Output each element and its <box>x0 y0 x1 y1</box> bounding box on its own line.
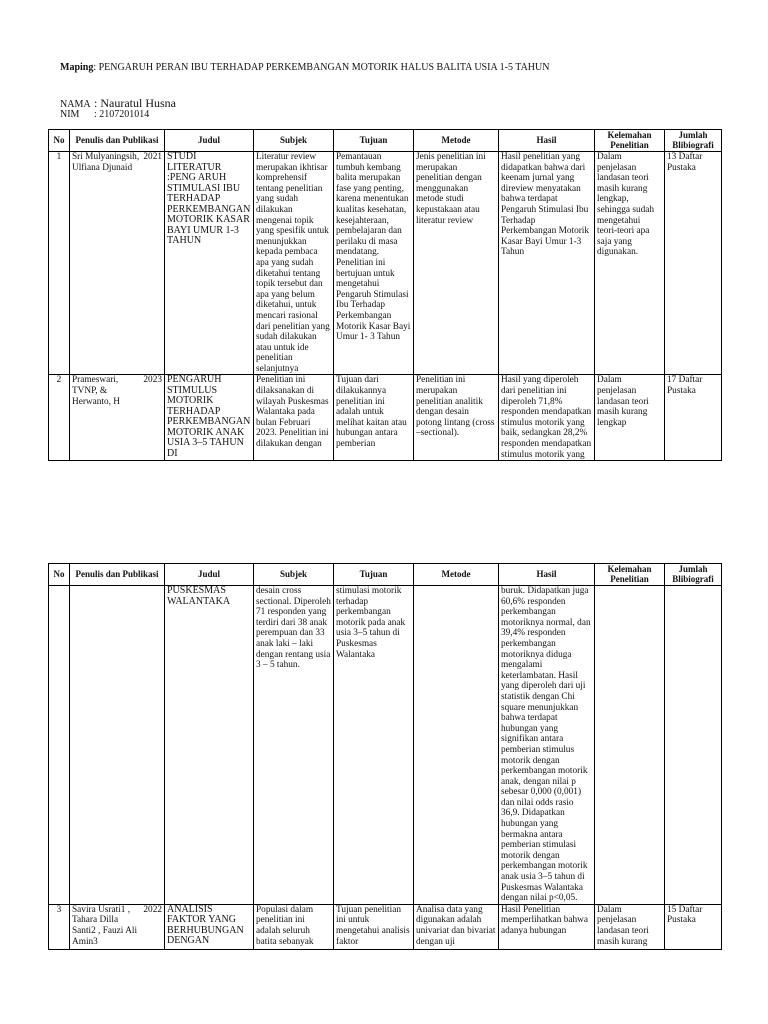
penulis-year: 2021 <box>143 152 162 162</box>
cell-subjek: desain cross sectional. Diperoleh 71 responden yang terdiri dari 38 anak perempuan dan 33 anak laki – laki dengan rentang usia 3 – 5 tahun. <box>254 586 334 905</box>
header-hasil: Hasil <box>499 564 595 586</box>
cell-no: 3 <box>49 904 70 949</box>
header-judul: Judul <box>165 130 254 152</box>
cell-judul: PENGARUH STIMULUS MOTORIK TERHADAP PERKEMBANGAN MOTORIK ANAK USIA 3–5 TAHUN DI <box>165 375 254 461</box>
cell-judul: ANALISIS FAKTOR YANG BERHUBUNGAN DENGAN <box>165 904 254 949</box>
cell-jumlah <box>665 586 722 905</box>
header-tujuan: Tujuan <box>334 130 414 152</box>
cell-hasil: Hasil yang diperoleh dari penelitian ini diperoleh 71,8% responden mendapatkan stimulus motorik yang baik, sedangkan 28,2% responden mendapatkan stimulus motorik yang <box>499 375 595 461</box>
cell-metode: Analisa data yang digunakan adalah univariat dan bivariat dengan uji <box>414 904 499 949</box>
header-subjek: Subjek <box>254 130 334 152</box>
header-judul: Judul <box>165 564 254 586</box>
cell-kelemahan: Dalam penjelasan landasan teori masih kurang lengkap <box>595 375 665 461</box>
header-hasil: Hasil <box>499 130 595 152</box>
cell-hasil: Hasil penelitian yang didapatkan bahwa dari keenam jurnal yang direview menyatakan bahwa terdapat Pengaruh Stimulasi Ibu Terhadap Perkembangan Motorik Kasar Bayi Umur 1-3 Tahun <box>499 152 595 375</box>
header-kelemahan: Kelemahan Penelitian <box>595 564 665 586</box>
document-title <box>60 62 549 73</box>
cell-penulis <box>70 375 165 461</box>
cell-subjek: Literatur review merupakan ikhtisar komprehensif tentang penelitian yang sudah dilakukan mengenai topik yang spesifik untuk menunjukkan kepada pembaca apa yang sudah diketahui tentang topik tersebut dan apa yang belum diketahui, untuk mencari rasional dari penelitian yang sudah dilakukan atau untuk ide penelitian selanjutnya <box>254 152 334 375</box>
cell-jumlah: 15 Daftar Pustaka <box>665 904 722 949</box>
header-penulis: Penulis dan Publikasi <box>70 130 165 152</box>
cell-metode: Penelitian ini merupakan penelitian analitik dengan desain potong lintang (cross –sectional). <box>414 375 499 461</box>
table-row <box>49 904 722 949</box>
table-row <box>49 375 722 461</box>
header-kelemahan: Kelemahan Penelitian <box>595 130 665 152</box>
nim-label: NIM <box>60 109 80 120</box>
cell-no <box>49 586 70 905</box>
cell-tujuan: Tujuan dari dilakukannya penelitian ini adalah untuk melihat kaitan atau hubungan antara pemberian <box>334 375 414 461</box>
nim-value: : 2107201014 <box>94 109 150 120</box>
mapping-title: : PENGARUH PERAN IBU TERHADAP PERKEMBANGAN MOTORIK HALUS BALITA USIA 1-5 TAHUN <box>93 62 550 73</box>
cell-metode <box>414 586 499 905</box>
cell-subjek: Populasi dalam penelitian ini adalah seluruh batita sebanyak <box>254 904 334 949</box>
cell-penulis <box>70 904 165 949</box>
table-row <box>49 586 722 905</box>
header-jumlah: Jumlah Blibiografi <box>665 130 722 152</box>
cell-jumlah: 17 Daftar Pustaka <box>665 375 722 461</box>
mapping-table-continued <box>48 563 722 950</box>
table-header-row <box>49 564 722 586</box>
nama-value: : Nauratul Husna <box>94 96 176 110</box>
cell-penulis <box>70 152 165 375</box>
cell-tujuan: stimulasi motorik terhadap perkembangan motorik pada anak usia 3–5 tahun di Puskesmas Walantaka <box>334 586 414 905</box>
penulis-names: Savira Usrati1 , Tahara Dilla Santi2 , Fauzi Ali Amin3 <box>72 904 138 947</box>
cell-penulis <box>70 586 165 905</box>
nama-label: NAMA <box>60 99 91 110</box>
table-header-row <box>49 130 722 152</box>
header-no: No <box>49 130 70 152</box>
cell-kelemahan <box>595 586 665 905</box>
cell-kelemahan: Dalam penjelasan landasan teori masih kurang lengkap, sehingga sudah mengetahui teori-teori apa saja yang digunakan. <box>595 152 665 375</box>
cell-no: 1 <box>49 152 70 375</box>
header-jumlah: Jumlah Blibiografi <box>665 564 722 586</box>
maping-label: Maping <box>60 62 94 73</box>
penulis-year: 2023 <box>143 375 162 386</box>
cell-jumlah: 13 Daftar Pustaka <box>665 152 722 375</box>
mapping-table <box>48 129 722 461</box>
header-tujuan: Tujuan <box>334 564 414 586</box>
penulis-names: Prameswari, TVNP, & Herwanto, H <box>72 375 121 407</box>
cell-hasil: Hasil Penelitian memperlihatkan bahwa adanya hubungan <box>499 904 595 949</box>
cell-metode: Jenis penelitian ini merupakan penelitian dengan menggunakan metode studi kepustakaan atau literatur review <box>414 152 499 375</box>
header-metode: Metode <box>414 564 499 586</box>
cell-tujuan: Pemantauan tumbuh kembang balita merupakan fase yang penting, karena menentukan kualitas kesehatan, kesejahteraan, pembelajaran dan perilaku di masa mendatang. Penelitian ini bertujuan untuk mengetahui Pengaruh Stimulasi Ibu Terhadap Perkembangan Motorik Kasar Bayi Umur 1- 3 Tahun <box>334 152 414 375</box>
header-no: No <box>49 564 70 586</box>
header-metode: Metode <box>414 130 499 152</box>
penulis-year: 2022 <box>143 904 162 915</box>
cell-judul: PUSKESMAS WALANTAKA <box>165 586 254 905</box>
cell-subjek: Penelitian ini dilaksanakan di wilayah Puskesmas Walantaka pada bulan Februari 2023. Penelitian ini dilakukan dengan <box>254 375 334 461</box>
cell-kelemahan: Dalam penjelasan landasan teori masih kurang <box>595 904 665 949</box>
header-penulis: Penulis dan Publikasi <box>70 564 165 586</box>
cell-no: 2 <box>49 375 70 461</box>
nim-line <box>60 109 149 120</box>
cell-hasil: buruk. Didapatkan juga 60,6% responden perkembangan motoriknya normal, dan 39,4% responden perkembangan motoriknya diduga mengalami keterlambatan. Hasil yang diperoleh dari uji statistik dengan Chi square menunjukkan bahwa terdapat hubungan yang signifikan antara pemberian stimulus motorik dengan perkembangan motorik anak, dengan nilai p sebesar 0,000 (0,001) dan nilai odds rasio 36,9. Didapatkan hubungan yang bermakna antara pemberian stimulasi motorik dengan perkembangan motorik anak usia 3–5 tahun di Puskesmas Walantaka dengan nilai p<0,05. <box>499 586 595 905</box>
table-row <box>49 152 722 375</box>
header-subjek: Subjek <box>254 564 334 586</box>
cell-judul: STUDI LITERATUR :PENG ARUH STIMULASI IBU TERHADAP PERKEMBANGAN MOTORIK KASAR BAYI UMUR 1-3 TAHUN <box>165 152 254 375</box>
penulis-names: Sri Mulyaningsih, Ulfiana Djunaid <box>72 152 140 173</box>
cell-tujuan: Tujuan penelitian ini untuk mengetahui analisis faktor <box>334 904 414 949</box>
